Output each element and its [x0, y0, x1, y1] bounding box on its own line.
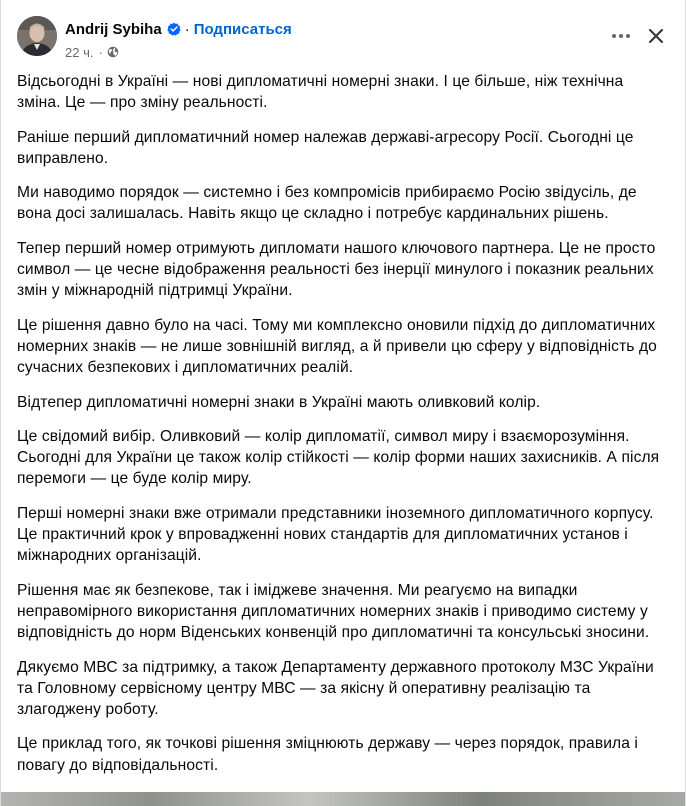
post-paragraph: Тепер перший номер отримують дипломати нашого ключового партнера. Це не просто символ — це чесне відображення реальності без інерції минулого і показник реальних змін у міжнародній підтримці України. — [17, 239, 656, 300]
post-paragraph: Відсьогодні в Україні — нові дипломатичні номерні знаки. І це більше, ніж технічна зміна. Це — про зміну реальності. — [17, 73, 624, 112]
author-avatar[interactable] — [17, 16, 57, 56]
close-icon — [648, 28, 664, 44]
post-meta — [65, 42, 119, 62]
post-paragraph: Раніше перший дипломатичний номер належав державі-агресору Росії. Сьогодні це виправлено. — [17, 128, 634, 167]
post-image[interactable] — [1, 792, 685, 806]
post-paragraph: Відтепер дипломатичні номерні знаки в Україні мають оливковий колір. — [17, 393, 541, 411]
more-options-button[interactable] — [603, 18, 639, 54]
post-paragraph: Це приклад того, як точкові рішення зміцнюють державу — через порядок, правила і повагу до відповідальності. — [17, 735, 638, 774]
post-paragraph: Перші номерні знаки вже отримали представники іноземного дипломатичного корпусу. Це практичний крок у впровадженні нових стандартів для дипломатичних установ і міжнародних організацій. — [17, 504, 654, 565]
post-paragraph: Дякуємо МВС за підтримку, а також Департаменту державного протоколу МЗС України та Головному сервісному центру МВС — за якісну й оперативну реалізацію та злагоджену роботу. — [17, 658, 654, 719]
close-button[interactable] — [638, 18, 674, 54]
separator-dot: · — [184, 20, 190, 38]
post-paragraph: Це свідомий вибір. Оливковий — колір дипломатії, символ миру і взаєморозуміння. Сьогодні для України це також колір стійкості — колір форми наших захисників. А після перемоги — це буде колір миру. — [17, 427, 660, 488]
verified-badge-icon — [167, 22, 181, 36]
post-body — [17, 71, 669, 789]
post-paragraph: Це рішення давно було на часі. Тому ми комплексно оновили підхід до дипломатичних номерних знаків — не лише зовнішній вигляд, а й привели цю сферу у відповідність до сучасних безпекових і дипломатичних реалій. — [17, 316, 657, 377]
post-paragraph: Рішення має як безпекове, так і іміджеве значення. Ми реагуємо на випадки неправомірного використання дипломатичних номерних знаків і приводимо систему у відповідність до норм Віденських конвенцій про дипломатичні та консульські зносини. — [17, 581, 650, 642]
post-paragraph: Ми наводимо порядок — системно і без компромісів прибираємо Росію звідусіль, де вона досі залишалась. Навіть якщо це складно і потребує кардинальних рішень. — [17, 184, 637, 223]
author-name[interactable]: Andrij Sybiha — [65, 20, 162, 38]
more-horizontal-icon — [611, 33, 631, 39]
follow-button[interactable]: Подписаться — [193, 20, 292, 38]
meta-separator-dot: · — [98, 44, 103, 60]
author-line — [65, 18, 292, 40]
post-timestamp[interactable]: 22 ч. — [65, 44, 94, 60]
globe-icon[interactable] — [107, 46, 119, 58]
post-header — [1, 0, 685, 70]
